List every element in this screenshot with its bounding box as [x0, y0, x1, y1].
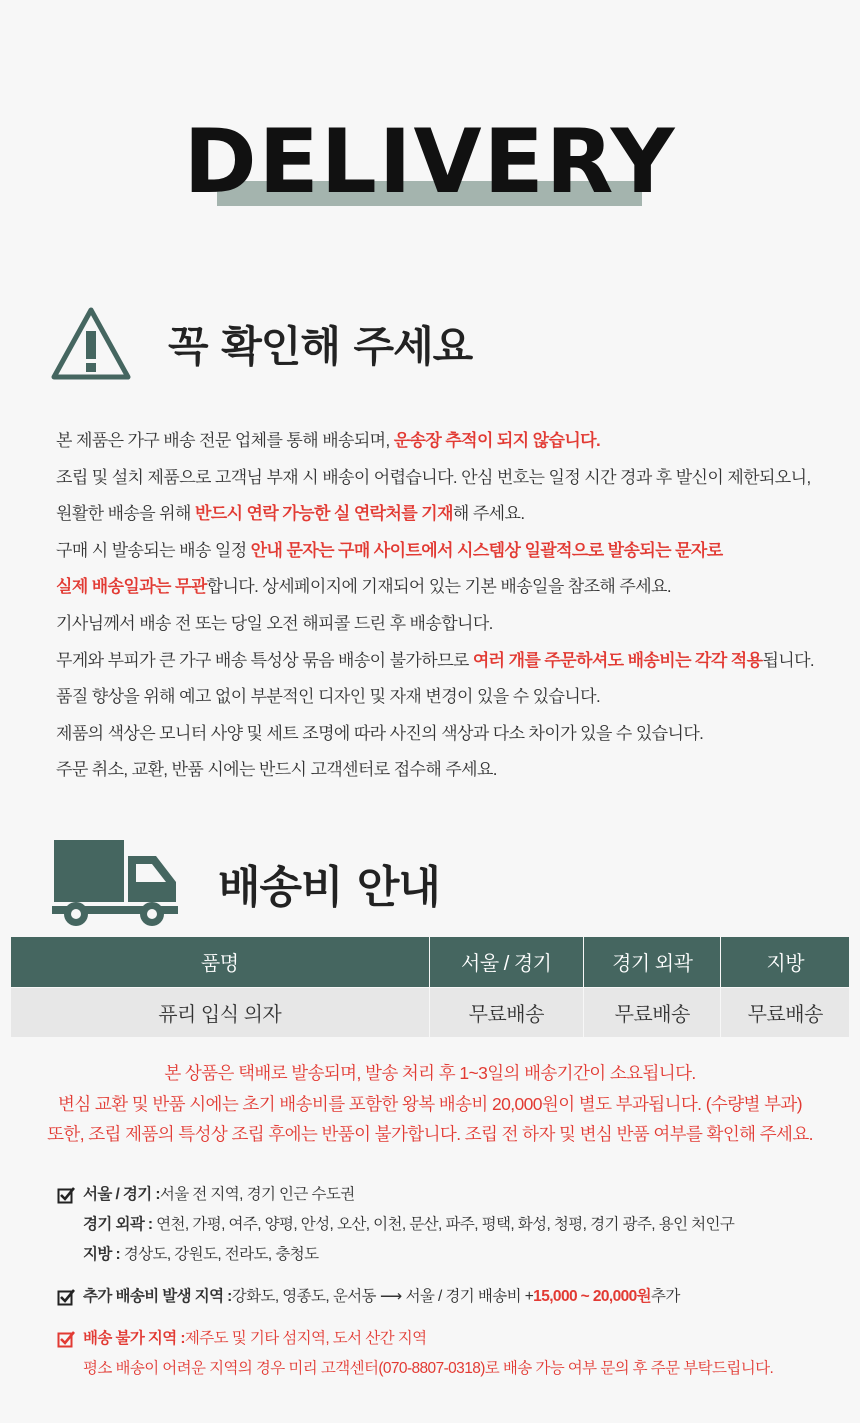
- notice-header: [50, 305, 472, 383]
- notice-line: [56, 606, 846, 643]
- table-cell: 무료배송: [721, 987, 849, 1037]
- notice-line: [56, 460, 846, 497]
- checkbox-checked-icon: [57, 1186, 75, 1204]
- notice-highlight: 여러 개를 주문하셔도 배송비는 각각 적용: [472, 650, 763, 670]
- warning-icon: [50, 305, 132, 383]
- region-local: [57, 1240, 847, 1270]
- region-label: 서울 / 경기 :: [83, 1186, 160, 1203]
- shipping-red-notice: [0, 1058, 860, 1150]
- notice-text: 구매 시 발송되는 배송 일정: [56, 540, 251, 560]
- notice-text: 조립 및 설치 제품으로 고객님 부재 시 배송이 어렵습니다. 안심 번호는 일정 시간 경과 후 발신이 제한되오니,: [56, 467, 811, 487]
- notice-text: 합니다. 상세페이지에 기재되어 있는 기본 배송일을 참조해 주세요.: [206, 577, 671, 597]
- notice-highlight: 실제 배송일과는 무관: [56, 577, 207, 597]
- column-header: 서울 / 경기: [429, 937, 584, 987]
- arrow-right-icon: ⟶: [379, 1288, 402, 1305]
- truck-icon: [52, 838, 180, 928]
- unavailable-note: 평소 배송이 어려운 지역의 경우 미리 고객센터(070-8807-0318)로 배송 가능 여부 문의 후 주문 부탁드립니다.: [83, 1360, 774, 1377]
- notice-text: 제품의 색상은 모니터 사양 및 세트 조명에 따라 사진의 색상과 다소 차이가 있을 수 있습니다.: [56, 723, 704, 743]
- notice-text: 기사님께서 배송 전 또는 당일 오전 해피콜 드린 후 배송합니다.: [56, 613, 493, 633]
- region-outer: [57, 1210, 847, 1240]
- table-cell: 무료배송: [429, 987, 584, 1037]
- notice-text: 해 주세요.: [452, 504, 525, 524]
- page-title: DELIVERY: [183, 110, 677, 213]
- notice-line: [56, 423, 846, 460]
- notice-text: 됩니다.: [762, 650, 815, 670]
- region-label: 지방 :: [83, 1246, 121, 1263]
- region-label: 추가 배송비 발생 지역 :: [83, 1288, 232, 1305]
- extra-fee-price: 15,000 ~ 20,000원: [533, 1288, 652, 1305]
- region-text: 추가: [651, 1288, 680, 1305]
- notice-line: [56, 569, 846, 606]
- shipping-title: 배송비 안내: [218, 862, 440, 913]
- region-label: 경기 외곽 :: [83, 1216, 153, 1233]
- notice-highlight: 반드시 연락 가능한 실 연락처를 기재: [194, 504, 453, 524]
- column-header: 품명: [11, 937, 429, 987]
- delivery-hero: [0, 0, 860, 240]
- region-unavailable: [57, 1324, 847, 1354]
- notice-line: [56, 716, 846, 753]
- region-text: 제주도 및 기타 섬지역, 도서 산간 지역: [184, 1330, 427, 1347]
- table-cell: 퓨리 입식 의자: [11, 987, 429, 1037]
- checkbox-checked-icon: [57, 1330, 75, 1348]
- region-text: 연천, 가평, 여주, 양평, 안성, 오산, 이천, 문산, 파주, 평택, 화성, 청평, 경기 광주, 용인 처인구: [152, 1216, 735, 1233]
- region-text: 경상도, 강원도, 전라도, 충청도: [120, 1246, 319, 1263]
- notice-list: [56, 423, 846, 789]
- region-seoul: [57, 1180, 847, 1210]
- region-label: 배송 불가 지역 :: [83, 1330, 185, 1347]
- red-notice-line: 변심 교환 및 반품 시에는 초기 배송비를 포함한 왕복 배송비 20,000원이 별도 부과됩니다. (수량별 부과): [58, 1093, 802, 1114]
- notice-highlight: 안내 문자는 구매 사이트에서 시스템상 일괄적으로 발송되는 문자로: [250, 540, 723, 560]
- shipping-fee-table: [11, 937, 849, 1037]
- checkbox-checked-icon: [57, 1288, 75, 1306]
- notice-highlight: 운송장 추적이 되지 않습니다.: [393, 431, 601, 450]
- table-header-row: [11, 937, 849, 987]
- table-row: [11, 987, 849, 1037]
- notice-text: 본 제품은 가구 배송 전문 업체를 통해 배송되며,: [56, 431, 394, 450]
- red-notice-line: 본 상품은 택배로 발송되며, 발송 처리 후 1~3일의 배송기간이 소요됩니다.: [164, 1063, 696, 1083]
- shipping-header: [52, 838, 440, 928]
- red-notice-line: 또한, 조립 제품의 특성상 조립 후에는 반품이 불가합니다. 조립 전 하자 및 변심 반품 여부를 확인해 주세요.: [47, 1124, 813, 1144]
- notice-text: 무게와 부피가 큰 가구 배송 특성상 묶음 배송이 불가하므로: [56, 650, 473, 670]
- notice-title: 꼭 확인해 주세요: [168, 322, 473, 371]
- column-header: 경기 외곽: [584, 937, 721, 987]
- region-text: 서울 전 지역, 경기 인근 수도권: [159, 1186, 355, 1203]
- notice-text: 원활한 배송을 위해: [56, 504, 195, 524]
- region-text: 강화도, 영종도, 운서동: [231, 1288, 376, 1305]
- notice-text: 품질 향상을 위해 예고 없이 부분적인 디자인 및 자재 변경이 있을 수 있습니다.: [56, 687, 601, 707]
- notice-line: [56, 533, 846, 570]
- notice-line: [56, 496, 846, 533]
- notice-line: [56, 679, 846, 716]
- column-header: 지방: [721, 937, 849, 987]
- region-text: 서울 / 경기 배송비 +: [405, 1288, 534, 1305]
- notice-line: [56, 752, 846, 789]
- notice-line: [56, 643, 846, 680]
- region-extra-fee: [57, 1282, 847, 1312]
- table-cell: 무료배송: [584, 987, 721, 1037]
- notice-text: 주문 취소, 교환, 반품 시에는 반드시 고객센터로 접수해 주세요.: [56, 760, 497, 780]
- region-list: [57, 1180, 847, 1384]
